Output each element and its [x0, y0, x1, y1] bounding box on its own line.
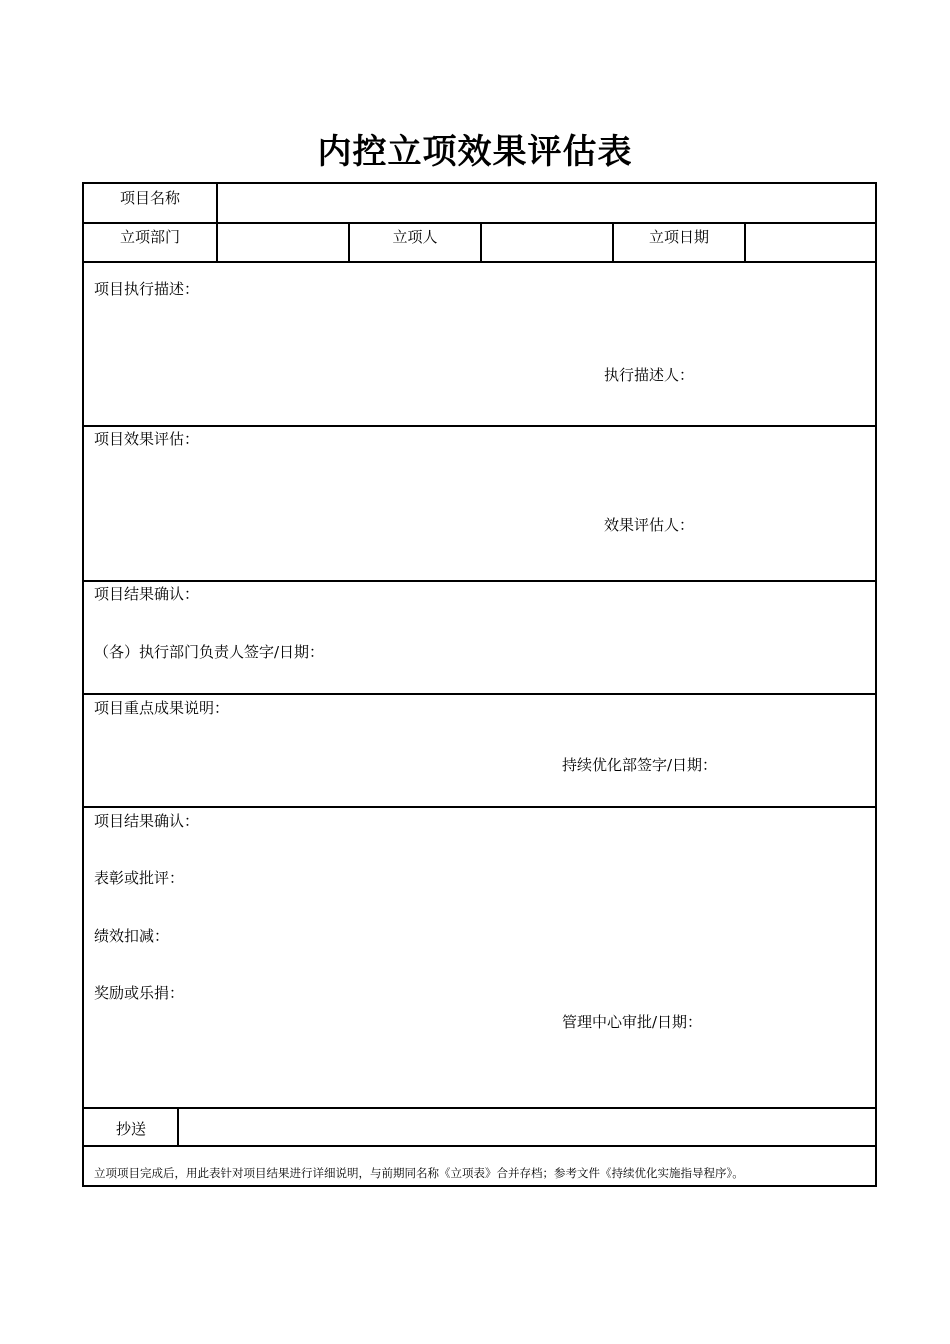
initiator-label: 立项人: [392, 228, 438, 246]
footnote: 立项项目完成后，用此表针对项目结果进行详细说明，与前期同名称《立项表》合并存档；参考文件《持续优化实施指导程序》。: [94, 1166, 744, 1180]
cc-label: 抄送: [115, 1120, 146, 1138]
project-name-label: 项目名称: [119, 189, 180, 207]
evaluation-signer: 效果评估人：: [604, 516, 695, 534]
divider: [84, 580, 875, 582]
divider: [84, 693, 875, 695]
execution-label: 项目执行描述：: [94, 280, 200, 298]
evaluation-form: [82, 182, 877, 1187]
dept-head-signer: （各）执行部门负责人签字/日期：: [94, 643, 325, 661]
deduction-label: 绩效扣减：: [94, 927, 170, 945]
reward-label: 奖励或乐捐：: [94, 984, 185, 1002]
divider: [84, 806, 875, 808]
page-title: 内控立项效果评估表: [317, 132, 633, 172]
initiator-field[interactable]: [482, 224, 612, 262]
execution-signer: 执行描述人：: [604, 366, 695, 384]
result-confirm-label: 项目结果确认：: [94, 585, 200, 603]
divider: [84, 425, 875, 427]
dept-field[interactable]: [218, 224, 348, 262]
management-signer: 管理中心审批/日期：: [562, 1013, 703, 1031]
evaluation-label: 项目效果评估：: [94, 430, 200, 448]
cc-field[interactable]: [179, 1109, 877, 1145]
optimization-signer: 持续优化部签字/日期：: [562, 756, 718, 774]
project-name-field[interactable]: [218, 184, 877, 223]
divider: [84, 1145, 875, 1147]
praise-label: 表彰或批评：: [94, 869, 185, 887]
divider: [84, 261, 875, 263]
date-field[interactable]: [746, 224, 877, 262]
key-results-label: 项目重点成果说明：: [94, 699, 230, 717]
dept-label: 立项部门: [119, 228, 180, 246]
date-label: 立项日期: [648, 228, 709, 246]
result-confirm-label-2: 项目结果确认：: [94, 812, 200, 830]
